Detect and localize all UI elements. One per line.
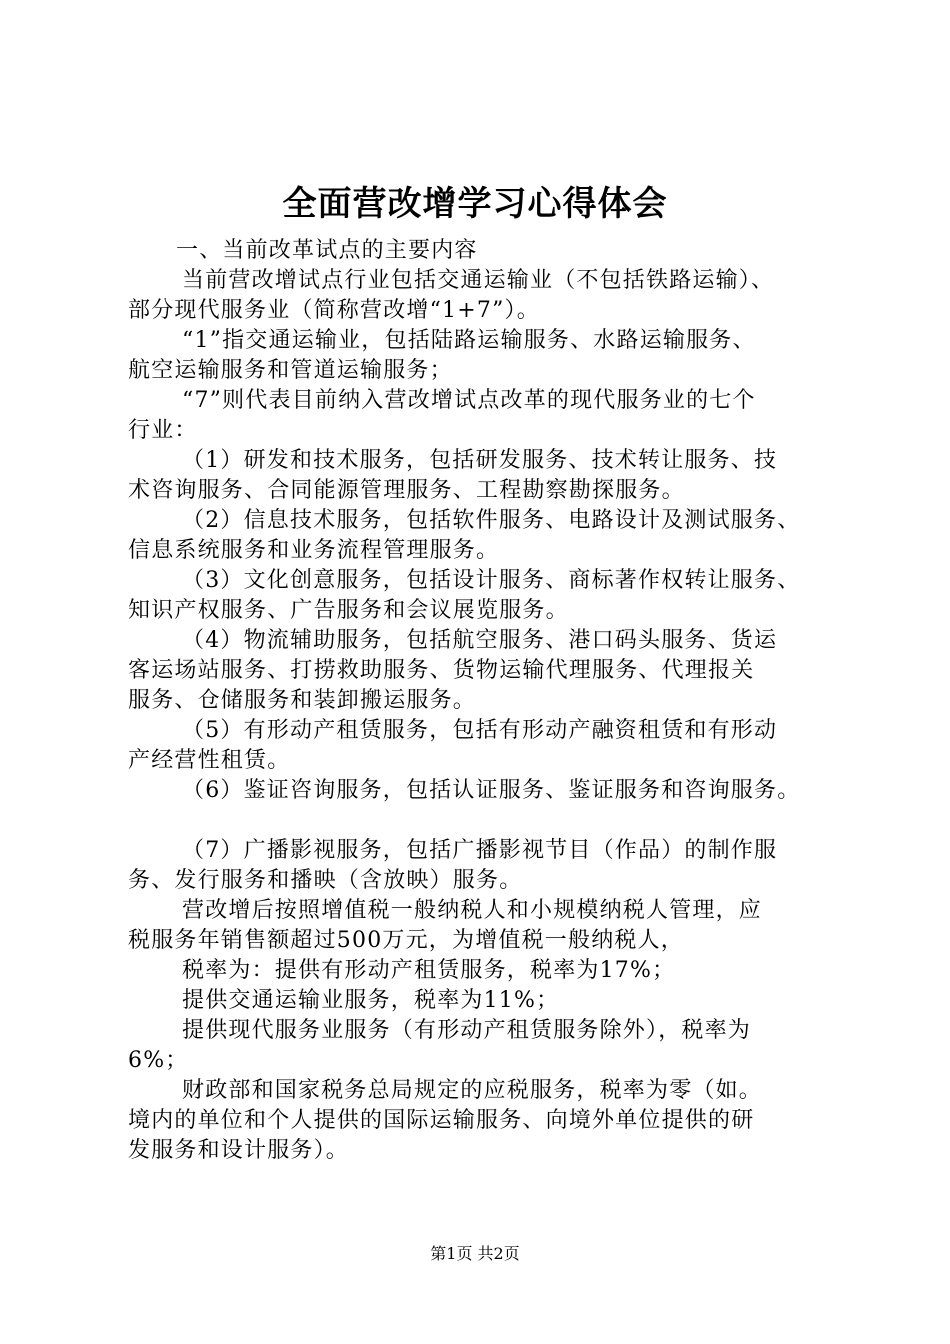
text-line: 提供现代服务业服务（有形动产租赁服务除外），税率为	[182, 1018, 752, 1043]
text-line: 6%；	[128, 1048, 189, 1073]
text-line: 境内的单位和个人提供的国际运输服务、向境外单位提供的研	[128, 1108, 755, 1133]
text-line: 知识产权服务、广告服务和会议展览服务。	[128, 598, 569, 623]
text-line: （2）信息技术服务，包括软件服务、电路设计及测试服务、	[182, 508, 801, 533]
text-line: 营改增后按照增值税一般纳税人和小规模纳税人管理，应	[182, 898, 763, 923]
text-line: （3）文化创意服务，包括设计服务、商标著作权转让服务、	[182, 568, 801, 593]
text-line: 客运场站服务、打捞救助服务、货物运输代理服务、代理报关	[128, 658, 755, 683]
text-line: 税率为：提供有形动产租赁服务，税率为17%；	[182, 958, 676, 983]
text-line: 信息系统服务和业务流程管理服务。	[128, 538, 500, 563]
text-line: （4）物流辅助服务，包括航空服务、港口码头服务、货运	[182, 628, 778, 653]
text-line: 产经营性租赁。	[128, 748, 291, 773]
text-line: 航空运输服务和管道运输服务；	[128, 358, 453, 383]
text-line: “7”则代表目前纳入营改增试点改革的现代服务业的七个	[182, 388, 756, 413]
page-footer: 第1页 共2页	[430, 1244, 520, 1263]
document-title: 全面营改增学习心得体会	[282, 184, 668, 224]
text-line: （5）有形动产租赁服务，包括有形动产融资租赁和有形动	[182, 718, 778, 743]
text-line: 务、发行服务和播映（含放映）服务。	[128, 868, 523, 893]
text-line: 行业：	[128, 418, 198, 443]
text-line: （1）研发和技术服务，包括研发服务、技术转让服务、技	[182, 448, 778, 473]
text-line: （7）广播影视服务，包括广播影视节目（作品）的制作服	[182, 838, 778, 863]
text-line: 提供交通运输业服务，税率为11%；	[182, 988, 560, 1013]
text-line: “1”指交通运输业，包括陆路运输服务、水路运输服务、	[182, 328, 756, 353]
text-line: 发服务和设计服务）。	[128, 1138, 350, 1163]
text-line: （6）鉴证咨询服务，包括认证服务、鉴证服务和咨询服务。	[182, 778, 801, 803]
text-line: 当前营改增试点行业包括交通运输业（不包括铁路运输）、	[182, 268, 775, 293]
text-line: 部分现代服务业（简称营改增“1+7”）。	[128, 298, 540, 323]
text-line	[128, 806, 858, 836]
text-line: 服务、仓储服务和装卸搬运服务。	[128, 688, 477, 713]
document-body	[128, 236, 858, 1166]
text-line: 财政部和国家税务总局规定的应税服务，税率为零（如。	[182, 1078, 763, 1103]
text-line: 一、当前改革试点的主要内容	[176, 238, 478, 263]
text-line: 税服务年销售额超过500万元，为增值税一般纳税人，	[128, 928, 684, 953]
text-line: 术咨询服务、合同能源管理服务、工程勘察勘探服务。	[128, 478, 685, 503]
